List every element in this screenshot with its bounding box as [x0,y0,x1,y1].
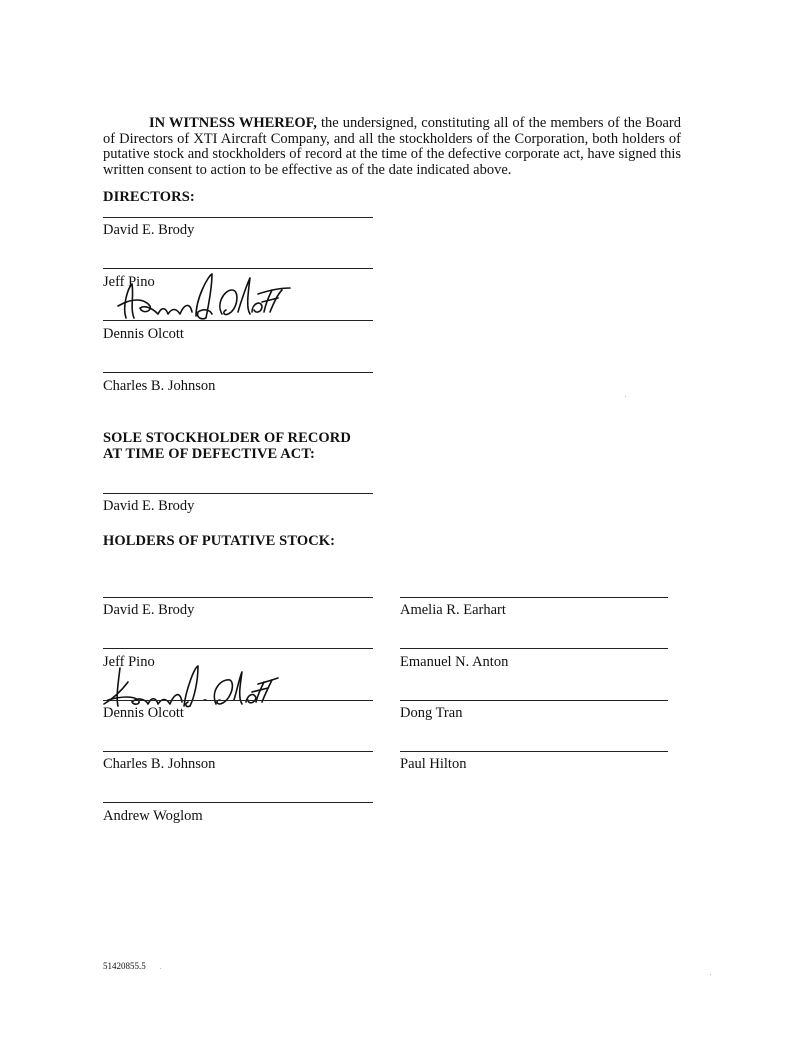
signature-line [103,217,373,218]
signature-line [400,751,668,752]
signature-line [400,597,668,598]
stockholder-name-brody: David E. Brody [103,498,195,514]
holder-name-anton: Emanuel N. Anton [400,654,509,670]
holder-name-olcott: Dennis Olcott [103,705,184,721]
holder-name-tran: Dong Tran [400,705,463,721]
signature-line [103,751,373,752]
holder-name-johnson: Charles B. Johnson [103,756,216,772]
director-name-olcott: Dennis Olcott [103,326,184,342]
signature-line [103,320,373,321]
sole-stockholder-heading-line2: AT TIME OF DEFECTIVE ACT: [103,446,315,462]
scan-speck [160,968,161,969]
signature-line [103,597,373,598]
putative-holders-heading: HOLDERS OF PUTATIVE STOCK: [103,533,336,549]
directors-heading: DIRECTORS: [103,189,195,205]
director-name-johnson: Charles B. Johnson [103,378,216,394]
holder-name-brody: David E. Brody [103,602,195,618]
signature-line [400,700,668,701]
witness-body: the undersigned, constituting all of the members of the Board of Directors of XTI Aircraft Company, and all the stockholders of the Corporation, both holders of putative stock and stockholders of record at the time of the defective corporate act, have signed this written consent to action to be effective as of the date indicated above. [103,115,681,178]
signature-line [103,493,373,494]
signature-line [103,372,373,373]
witness-paragraph [103,116,681,178]
director-name-brody: David E. Brody [103,222,195,238]
scan-speck [710,974,711,975]
scan-speck [625,396,626,397]
director-name-pino: Jeff Pino [103,274,155,290]
signature-line [103,802,373,803]
sole-stockholder-heading-line1: SOLE STOCKHOLDER OF RECORD [103,430,351,446]
holder-name-woglom: Andrew Woglom [103,808,203,824]
document-number: 51420855.5 [103,961,146,971]
holder-name-pino: Jeff Pino [103,654,155,670]
holder-name-hilton: Paul Hilton [400,756,467,772]
signature-line [103,648,373,649]
holder-name-earhart: Amelia R. Earhart [400,602,506,618]
witness-lead: IN WITNESS WHEREOF, [149,115,317,131]
signature-line [103,700,373,701]
olcott-signature [112,268,292,326]
signature-line [400,648,668,649]
